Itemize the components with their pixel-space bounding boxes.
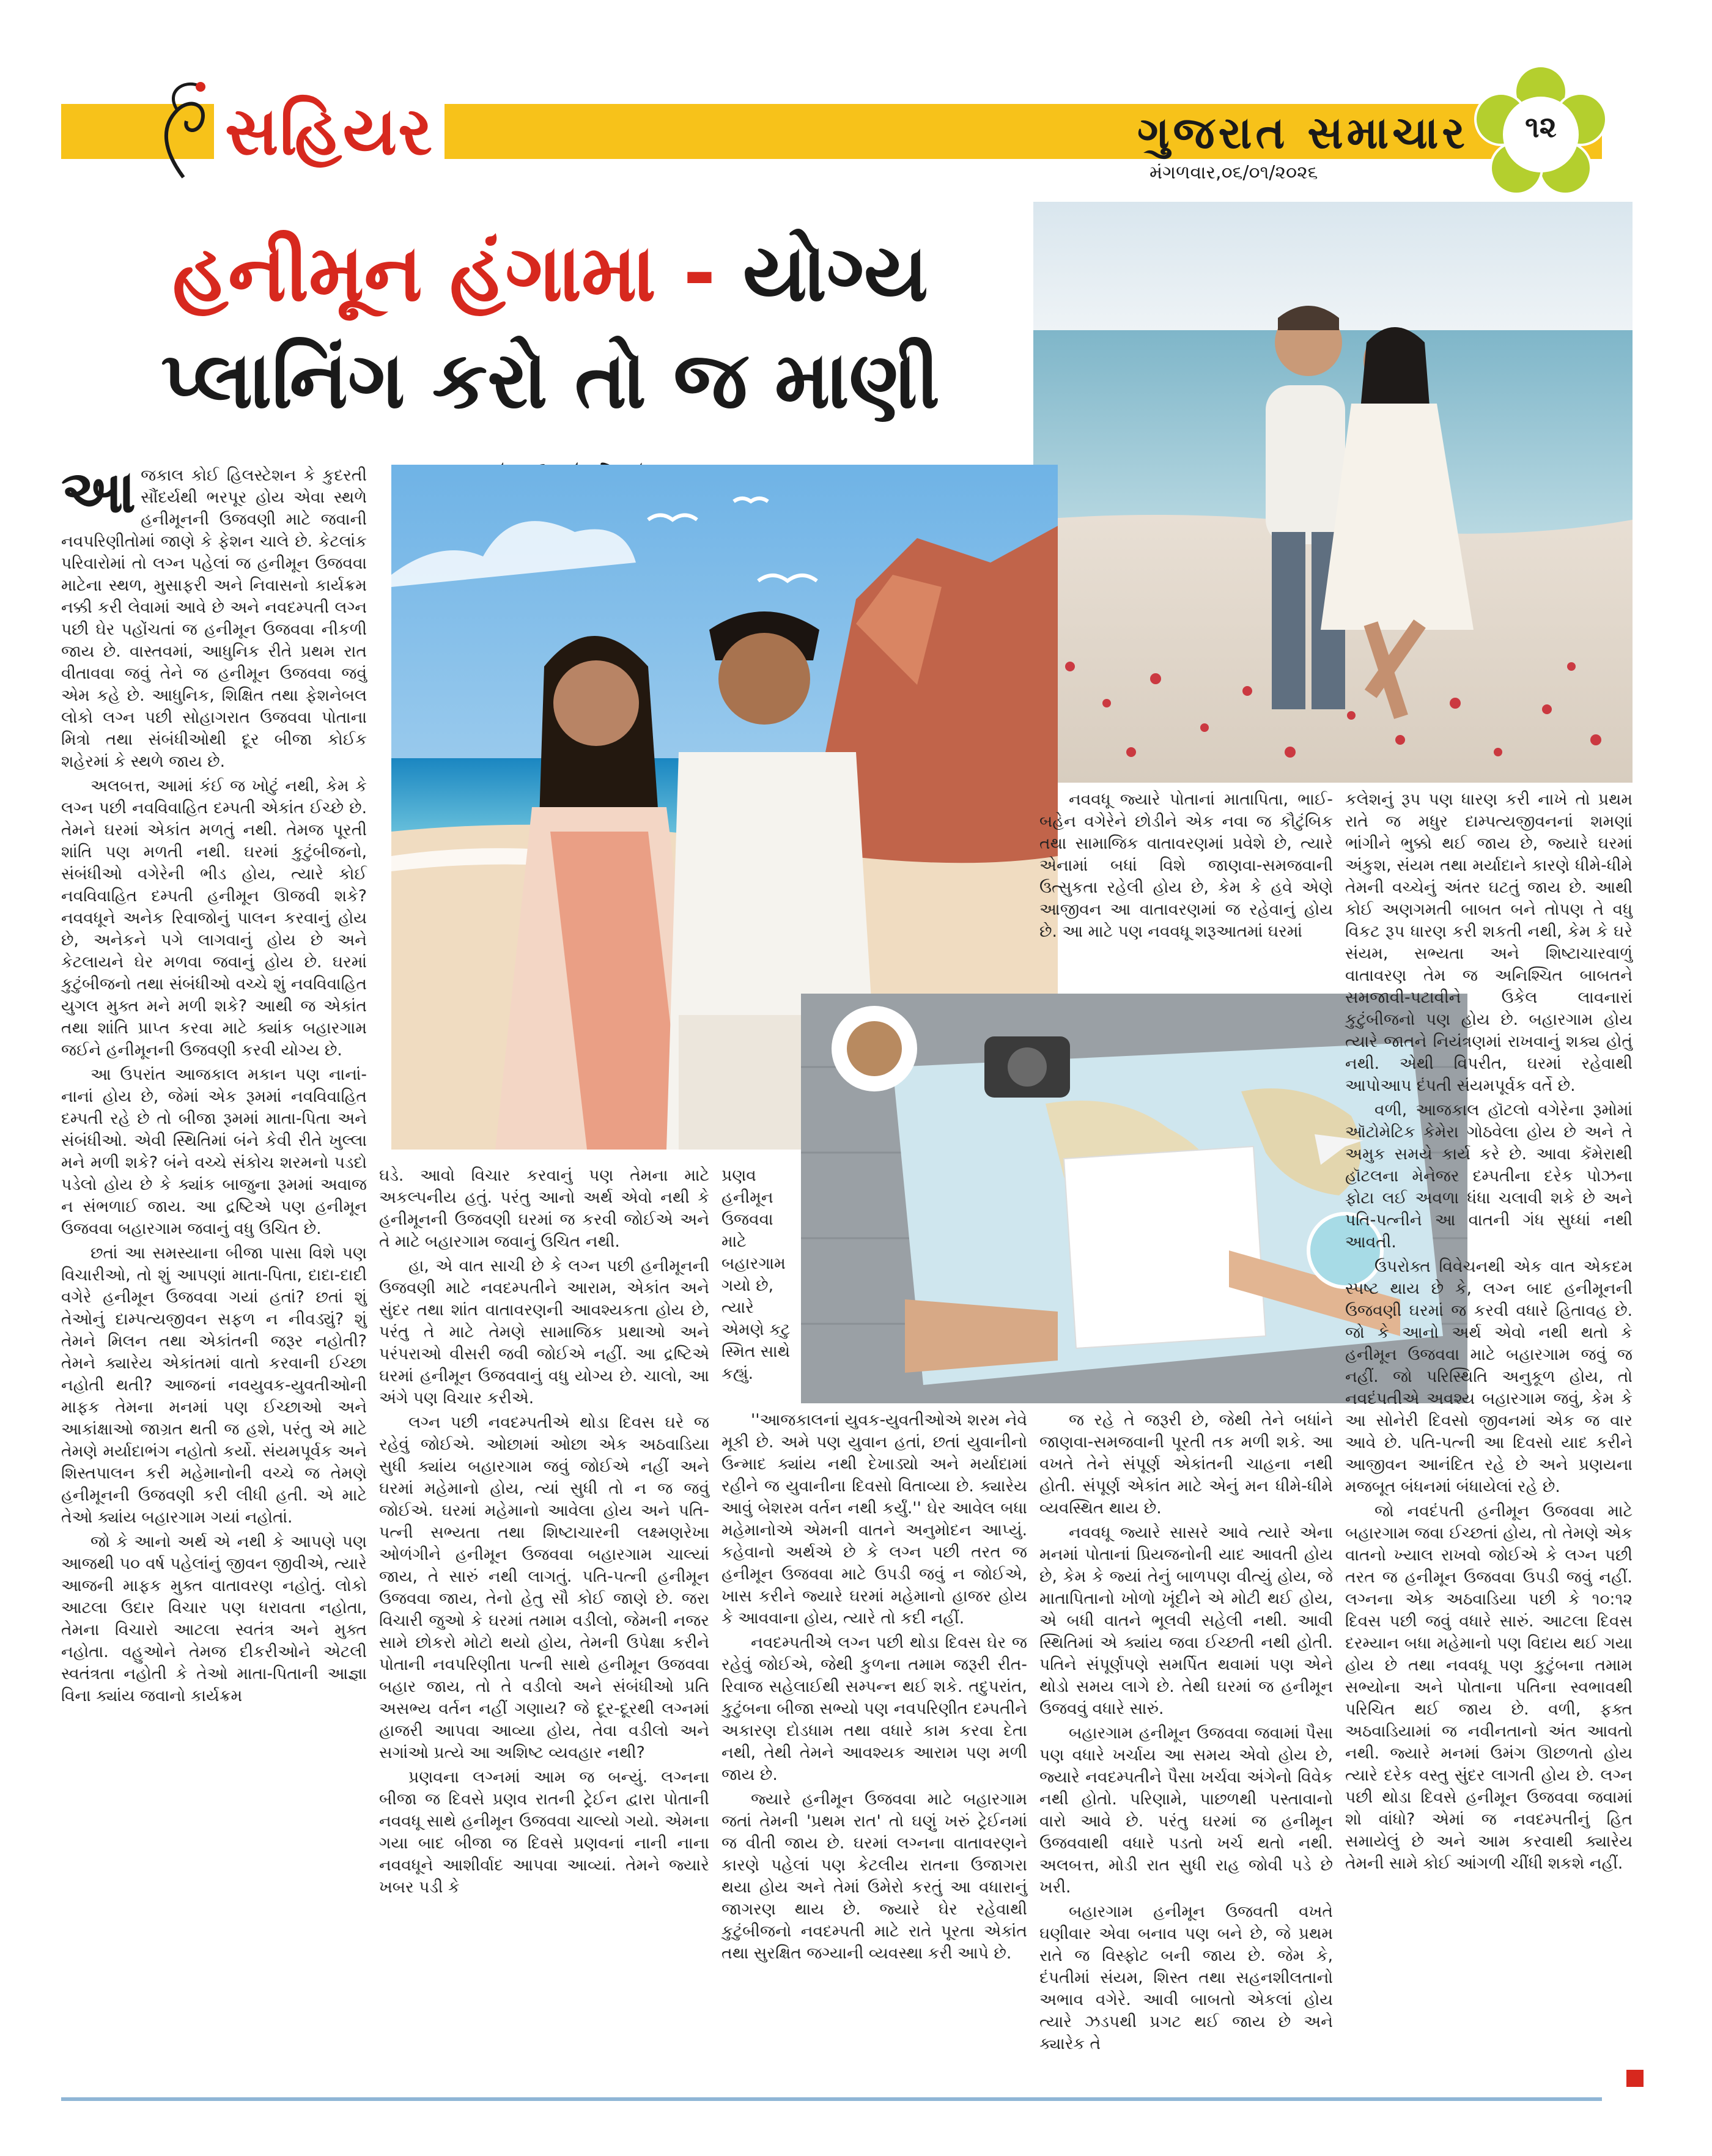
- article-paragraph: ઉપરોક્ત વિવેચનથી એક વાત એકદમ સ્પષ્ટ થાય છે કે, લગ્ન બાદ હનીમૂનની ઉજવણી ઘરમાં જ કરવી વધારે હિતાવહ છે. જો કે આનો અર્થ એવો નથી થતો કે હનીમૂન ઉજવવા માટે બહારગામ જવું જ નહીં. જો પરિસ્થિતિ અનુકૂળ હોય, તો નવદંપતીએ અવશ્ય બહારગામ જવું, કેમ કે આ સોનેરી દિવસો જીવનમાં એક જ વાર આવે છે. પતિ-પત્ની આ દિવસો યાદ કરીને આજીવન આનંદિત રહે છે અને પ્રણયના મજબૂત બંધનમાં બંધાયેલાં રહે છે.: [1345, 1257, 1633, 1496]
- headline-black-part: યોગ્ય: [715, 228, 929, 319]
- article-end-mark: [1626, 2070, 1644, 2087]
- issue-date: મંગળવાર,૦૬/૦૧/૨૦૨૬: [1149, 162, 1318, 183]
- article-column-4-top: [1039, 789, 1333, 991]
- drop-cap: આ: [61, 457, 136, 526]
- bottom-rule: [61, 2097, 1602, 2101]
- article-paragraph: ''આજકાલનાં યુવક-યુવતીઓએ શરમ નેવે મૂકી છે. અમે પણ યુવાન હતાં, છતાં યુવાનીનો ઉન્માદ ક્યાંય નથી દેખાડ્યો અને મર્યાદામાં રહીને જ યુવાનીના દિવસો વિતાવ્યા છે. ક્યારેય આવું બેશરમ વર્તન નથી કર્યું.'' ઘેર આવેલ બધા મહેમાનોએ એમની વાતને અનુમોદન આપ્યું. કહેવાનો અર્થએ છે કે લગ્ન પછી તરત જ હનીમૂન ઉજવવા માટે ઉપડી જવું ન જોઈએ, ખાસ કરીને જ્યારે ઘરમાં મહેમાનો હાજર હોય કે આવવાના હોય, ત્યારે તો કદી નહીં.: [721, 1411, 1027, 1628]
- article-column-2: [379, 1165, 709, 2073]
- article-paragraph: નવવધૂ જ્યારે પોતાનાં માતાપિતા, ભાઈ-બહેન વગેરેને છોડીને એક નવા જ કૌટુંબિક તથા સામાજિક વાતાવરણમાં પ્રવેશે છે, ત્યારે એનામાં બધાં વિશે જાણવા-સમજવાની ઉત્સુકતા રહેલી હોય છે, કેમ કે હવે એણે આજીવન આ વાતાવરણમાં જ રહેવાનું હોય છે. આ માટે પણ નવવધૂ શરૂઆતમાં ઘરમાં: [1039, 790, 1333, 941]
- headline-red-part: હનીમૂન હંગામા -: [172, 228, 716, 319]
- article-paragraph: જો નવદંપતી હનીમૂન ઉજવવા માટે બહારગામ જવા ઈચ્છતાં હોય, તો તેમણે એક વાતનો ખ્યાલ રાખવો જોઈએ કે લગ્ન પછી તરત જ હનીમૂન ઉજવવા ઉપડી જવું નહીં. લગ્નના એક અઠવાડિયા પછી કે ૧૦:૧૨ દિવસ પછી જવું વધારે સારું. આટલા દિવસ દરમ્યાન બધા મહેમાનો પણ વિદાય થઈ ગયા હોય છે તથા નવવધૂ પણ કુટુંબના તમામ સભ્યોના અને પોતાના પતિના સ્વભાવથી પરિચિત થઈ જાય છે. વળી, ફક્ત અઠવાડિયામાં જ નવીનતાનો અંત આવતો નથી. જ્યારે મનમાં ઉમંગ ઊછળતો હોય ત્યારે દરેક વસ્તુ સુંદર લાગતી હોય છે. લગ્ન પછી થોડા દિવસે હનીમૂન ઉજવવા જવામાં શો વાંધો? એમાં જ નવદમ્પતીનું હિત સમાયેલું છે અને આમ કરવાથી ક્યારેય તેમની સામે કોઈ આંગળી ચીંધી શકશે નહીં.: [1345, 1502, 1633, 1873]
- article-paragraph: નવદમ્પતીએ લગ્ન પછી થોડા દિવસ ઘેર જ રહેવું જોઈએ, જેથી કુળના તમામ જરૂરી રીત-રિવાજ સહેલાઈથી સમ્પન્ન થઈ શકે. તદુપરાંત, કુટુંબના બીજા સભ્યો પણ નવપરિણીત દમ્પતીને અકારણ દોડધામ તથા વધારે કામ કરવા દેતા નથી, તેથી તેમને આવશ્યક આરામ પણ મળી જાય છે.: [721, 1633, 1027, 1784]
- paper-name: ગુજરાત સમાચાર: [1137, 107, 1469, 158]
- article-paragraph: પ્રણવ હનીમૂન ઉજવવા માટે બહારગામ ગયો છે, ત્યારે એમણે કટુ સ્મિત સાથે કહ્યું.: [721, 1166, 791, 1383]
- article-paragraph: હા, એ વાત સાચી છે કે લગ્ન પછી હનીમૂનની ઉજવણી માટે નવદમ્પતીને આરામ, એકાંત અને સુંદર તથા શાંત વાતાવરણની આવશ્યકતા હોય છે, પરંતુ તે માટે તેમણે સામાજિક પ્રથાઓ અને પરંપરાઓ વીસરી જવી જોઈએ નહીં. આ દ્રષ્ટિએ ઘરમાં હનીમૂન ઉજવવાનું વધુ યોગ્ય છે. ચાલો, આ અંગે પણ વિચાર કરીએ.: [379, 1257, 709, 1408]
- article-paragraph: [61, 457, 367, 773]
- article-column-3: [721, 1409, 1027, 2073]
- article-column-1: [61, 457, 367, 2073]
- article-paragraph: છતાં આ સમસ્યાના બીજા પાસા વિશે પણ વિચારીઓ, તો શું આપણાં માતા-પિતા, દાદા-દાદી વગેરે હનીમૂન ઉજવવા ગયાં હતાં? છતાં શું તેઓનું દામ્પત્યજીવન સફળ ન નીવડ્યું? શું તેમને મિલન તથા એકાંતની જરૂર નહોતી? તેમને ક્યારેય એકાંતમાં વાતો કરવાની ઈચ્છા નહોતી થતી? આજનાં નવયુવક-યુવતીઓની માફક તેમના મનમાં પણ ઈચ્છાઓ અને આકાંક્ષાઓ જાગ્રત થતી જ હશે, પરંતુ એ માટે તેમણે મર્યાદાભંગ નહોતો કર્યો. સંયમપૂર્વક અને શિસ્તપાલન કરી મહેમાનોની વચ્ચે જ તેમણે હનીમૂનની ઉજવણી કરી લીધી હતી. એ માટે તેઓ ક્યાંય બહારગામ ગયાં નહોતાં.: [61, 1244, 367, 1527]
- headline-line-1: [79, 220, 1021, 327]
- logo-swirl-icon: [141, 73, 226, 183]
- supplement-logo: [141, 73, 507, 183]
- article-paragraph: અલબત્ત, આમાં કંઈ જ ખોટું નથી, કેમ કે લગ્ન પછી નવવિવાહિત દમ્પતી એકાંત ઈચ્છે છે. તેમને ઘરમાં એકાંત મળતું નથી. તેમજ પૂરતી શાંતિ પણ મળતી નથી. ઘરમાં કુટુંબીજનો, સંબંધીઓ વગેરેની ભીડ હોય, ત્યારે કોઈ નવવિવાહિત દમ્પતી હનીમૂન ઊજવી શકે? નવવધૂને અનેક રિવાજોનું પાલન કરવાનું હોય છે, અનેકને પગે લાગવાનું હોય છે અને કેટલાયને ઘેર મળવા જવાનું હોય છે. ઘરમાં કુટુંબીજનો તથા સંબંધીઓ વચ્ચે શું નવવિવાહિત યુગલ મુક્ત મને મળી શકે? આથી જ એકાંત તથા શાંતિ પ્રાપ્ત કરવા માટે ક્યાંક બહારગામ જઈને હનીમૂનની ઉજવણી કરવી યોગ્ય છે.: [61, 777, 367, 1060]
- supplement-name: સહિયર: [214, 92, 445, 171]
- article-paragraph: લગ્ન પછી નવદમ્પતીએ થોડા દિવસ ઘરે જ રહેવું જોઈએ. ઓછામાં ઓછા એક અઠવાડિયા સુધી ક્યાંય બહારગામ જવું જોઈએ નહીં અને ઘરમાં મહેમાનો હોય, ત્યાં સુધી તો ન જ જવું જોઈએ. ઘરમાં મહેમાનો આવેલા હોય અને પતિ-પત્ની સભ્યતા તથા શિષ્ટાચારની લક્ષ્મણરેખા ઓળંગીને હનીમૂન ઉજવવા બહારગામ ચાલ્યાં જાય, તે સારું નથી લાગતું. પતિ-પત્ની હનીમૂન ઉજવવા જાય, તેનો હેતુ સૌ કોઈ જાણે છે. જરા વિચારી જુઓ કે ઘરમાં તમામ વડીલો, જેમની નજર સામે છોકરો મોટો થયો હોય, તેમની ઉપેક્ષા કરીને પોતાની નવપરિણીતા પત્ની સાથે હનીમૂન ઉજવવા બહાર જાય, તો તે વડીલો અને સંબંધીઓ પ્રતિ અસભ્ય વર્તન નહીં ગણાય? જે દૂર-દૂરથી લગ્નમાં હાજરી આપવા આવ્યા હોય, તેવા વડીલો અને સગાંઓ પ્રત્યે આ અશિષ્ટ વ્યવહાર નથી?: [379, 1413, 709, 1762]
- article-column-4: [1039, 1409, 1333, 2073]
- article-paragraph: પ્રણવના લગ્નમાં આમ જ બન્યું. લગ્નના બીજા જ દિવસે પ્રણવ રાતની ટ્રેઈન દ્વારા પોતાની નવવધૂ સાથે હનીમૂન ઉજવવા ચાલ્યો ગયો. એમના ગયા બાદ બીજા જ દિવસે પ્રણવનાં નાની નાના નવવધૂને આશીર્વાદ આપવા આવ્યાં. તેમને જ્યારે ખબર પડી કે: [379, 1768, 709, 1897]
- article-paragraph: વળી, આજકાલ હૉટલો વગેરેના રૂમોમાં ઑટોમેટિક કેમેરા ગોઠવેલા હોય છે અને તે અમુક સમયે કાર્ય કરે છે. આવા કૅમેરાથી હૉટલના મેનેજર દમ્પતીના દરેક પોઝના ફોટા લઈ અવળા ધંધા ચલાવી શકે છે અને પતિ-પત્નીને આ વાતની ગંધ સુધ્ધાં નથી આવતી.: [1345, 1101, 1633, 1252]
- headline-line-2: પ્લાનિંગ કરો તો જ માણી: [161, 335, 940, 426]
- article-paragraph: નવવધૂ જ્યારે સાસરે આવે ત્યારે એના મનમાં પોતાનાં પ્રિયજનોની યાદ આવતી હોય છે, કેમ કે જ્યાં તેનું બાળપણ વીત્યું હોય, જે માતાપિતાનો ખોળો ખૂંદીને એ મોટી થઈ હોય, એ બધી વાતને ભૂલવી સહેલી નથી. આવી સ્થિતિમાં એ ક્યાંય જવા ઈચ્છતી નથી હોતી. પતિને સંપૂર્ણપણે સમર્પિત થવામાં પણ એને થોડો સમય લાગે છે. તેથી ઘરમાં જ હનીમૂન ઉજવવું વધારે સારું.: [1039, 1523, 1333, 1718]
- article-column-3-top: [721, 1165, 795, 1383]
- paragraph-text: જકાલ કોઈ હિલસ્ટેશન કે કુદરતી સૌંદર્યથી ભરપૂર હોય એવા સ્થળે હનીમૂનની ઉજવણી માટે જવાની નવપરિણીતોમાં જાણે કે ફેશન ચાલે છે. કેટલાંક પરિવારોમાં તો લગ્ન પહેલાં જ હનીમૂન ઉજવવા માટેના સ્થળ, મુસાફરી અને નિવાસનો કાર્યક્રમ નક્કી કરી લેવામાં આવે છે અને નવદમ્પતી લગ્ન પછી ઘેર પહોંચતાં જ હનીમૂન ઉજવવા નીકળી જાય છે. વાસ્તવમાં, આધુનિક રીતે પ્રથમ રાત વીતાવવા જવું તેને જ હનીમૂન ઉજવવા જવું એમ કહે છે. આધુનિક, શિક્ષિત તથા ફેશનેબલ લોકો લગ્ન પછી સોહાગરાત ઉજવવા પોતાના મિત્રો તથા સંબંધીઓથી દૂર બીજા કોઈક શહેરમાં કે સ્થળે જાય છે.: [61, 466, 367, 771]
- article-paragraph: આ ઉપરાંત આજકાલ મકાન પણ નાનાં-નાનાં હોય છે, જેમાં એક રૂમમાં નવવિવાહિત દમ્પતી રહે છે તો બીજા રૂમમાં માતા-પિતા અને સંબંધીઓ. એવી સ્થિતિમાં બંને કેવી રીતે ખુલ્લા મને મળી શકે? બંને વચ્ચે સંકોચ શરમનો પડદો પડેલો હોય છે કે ક્યાંક બાજુના રૂમમાં અવાજ ન સંભળાઈ જાય. આ દ્રષ્ટિએ પણ હનીમૂન ઉજવવા બહારગામ જવાનું વધુ ઉચિત છે.: [61, 1065, 367, 1238]
- article-paragraph: કલેશનું રૂપ પણ ધારણ કરી નાખે તો પ્રથમ રાતે જ મધુર દામ્પત્યજીવનનાં શમણાં ભાંગીને ભુક્કો થઈ જાય છે, જ્યારે ઘરમાં અંકુશ, સંયમ તથા મર્યાદાને કારણે ધીમે-ધીમે તેમની વચ્ચેનું અંતર ઘટતું જાય છે. આથી કોઈ અણગમતી બાબત બને તોપણ તે વધુ વિકટ રૂપ ધારણ કરી શકતી નથી, કેમ કે ઘરે સંયમ, સભ્યતા અને શિષ્ટાચારવાળું વાતાવરણ તેમ જ અનિશ્ચિત બાબતને સમજાવી-પટાવીને ઉકેલ લાવનારાં કુટુંબીજનો પણ હોય છે. બહારગામ હોય ત્યારે જાતને નિયંત્રણમાં રાખવાનું શક્ય હોતું નથી. એથી વિપરીત, ઘરમાં રહેવાથી આપોઆપ દંપતી સંયમપૂર્વક વર્તે છે.: [1345, 790, 1633, 1095]
- article-column-5: [1345, 789, 1633, 2067]
- article-paragraph: ઘડે. આવો વિચાર કરવાનું પણ તેમના માટે અકલ્પનીય હતું. પરંતુ આનો અર્થ એવો નથી કે હનીમૂનની ઉજવણી ઘરમાં જ કરવી જોઈએ અને તે માટે બહારગામ જવાનું ઉચિત નથી.: [379, 1166, 709, 1251]
- article-paragraph: જો કે આનો અર્થ એ નથી કે આપણે પણ આજથી ૫૦ વર્ષ પહેલાંનું જીવન જીવીએ, ત્યારે આજની માફક મુક્ત વાતાવરણ નહોતું. લોકો આટલા ઉદાર વિચાર પણ ધરાવતા નહોતા, તેમના વિચારો આટલા સ્વતંત્ર અને મુક્ત નહોતા. વહુઓને તેમજ દીકરીઓને એટલી સ્વતંત્રતા નહોતી કે તેઓ માતા-પિતાની આજ્ઞા વિના ક્યાંય જવાનો કાર્યક્રમ: [61, 1532, 367, 1705]
- couple-hug-photo: [1033, 202, 1633, 783]
- article-paragraph: બહારગામ હનીમૂન ઉજવવા જવામાં પૈસા પણ વધારે ખર્ચાય આ સમય એવો હોય છે, જ્યારે નવદમ્પતીને પૈસા ખર્ચવા અંગેનો વિવેક નથી હોતો. પરિણામે, પાછળથી પસ્તાવાનો વારો આવે છે. પરંતુ ઘરમાં જ હનીમૂન ઉજવવાથી વધારે પડતો ખર્ચ થતો નથી. અલબત્ત, મોડી રાત સુધી રાહ જોવી પડે છે ખરી.: [1039, 1724, 1333, 1897]
- article-paragraph: જ્યારે હનીમૂન ઉજવવા માટે બહારગામ જતાં તેમની 'પ્રથમ રાત' તો ઘણું ખરું ટ્રેઈનમાં જ વીતી જાય છે. ઘરમાં લગ્નના વાતાવરણને કારણે પહેલાં પણ કેટલીય રાતના ઉજાગરા થયા હોય અને તેમાં ઉમેરો કરતું આ વધારાનું જાગરણ થાય છે. જ્યારે ઘેર રહેવાથી કુટુંબીજનો નવદમ્પતી માટે રાતે પૂરતા એકાંત તથા સુરક્ષિત જગ્યાની વ્યવસ્થા કરી આપે છે.: [721, 1790, 1027, 1963]
- article-paragraph: બહારગામ હનીમૂન ઉજવતી વખતે ઘણીવાર એવા બનાવ પણ બને છે, જે પ્રથમ રાતે જ વિસ્ફોટ બની જાય છે. જેમ કે, દંપતીમાં સંયમ, શિસ્ત તથા સહનશીલતાનો અભાવ વગેરે. આવી બાબતો એકલાં હોય ત્યારે ઝડપથી પ્રગટ થઈ જાય છે અને ક્યારેક તે: [1039, 1902, 1333, 2053]
- article-paragraph: જ રહે તે જરૂરી છે, જેથી તેને બધાંને જાણવા-સમજવાની પૂરતી તક મળી શકે. આ વખતે તેને સંપૂર્ણ એકાંતની ચાહના નથી હોતી. સંપૂર્ણ એકાંત માટે એનું મન ધીમે-ધીમે વ્યવસ્થિત થાય છે.: [1039, 1411, 1333, 1518]
- page-number: ૧૨: [1525, 110, 1557, 144]
